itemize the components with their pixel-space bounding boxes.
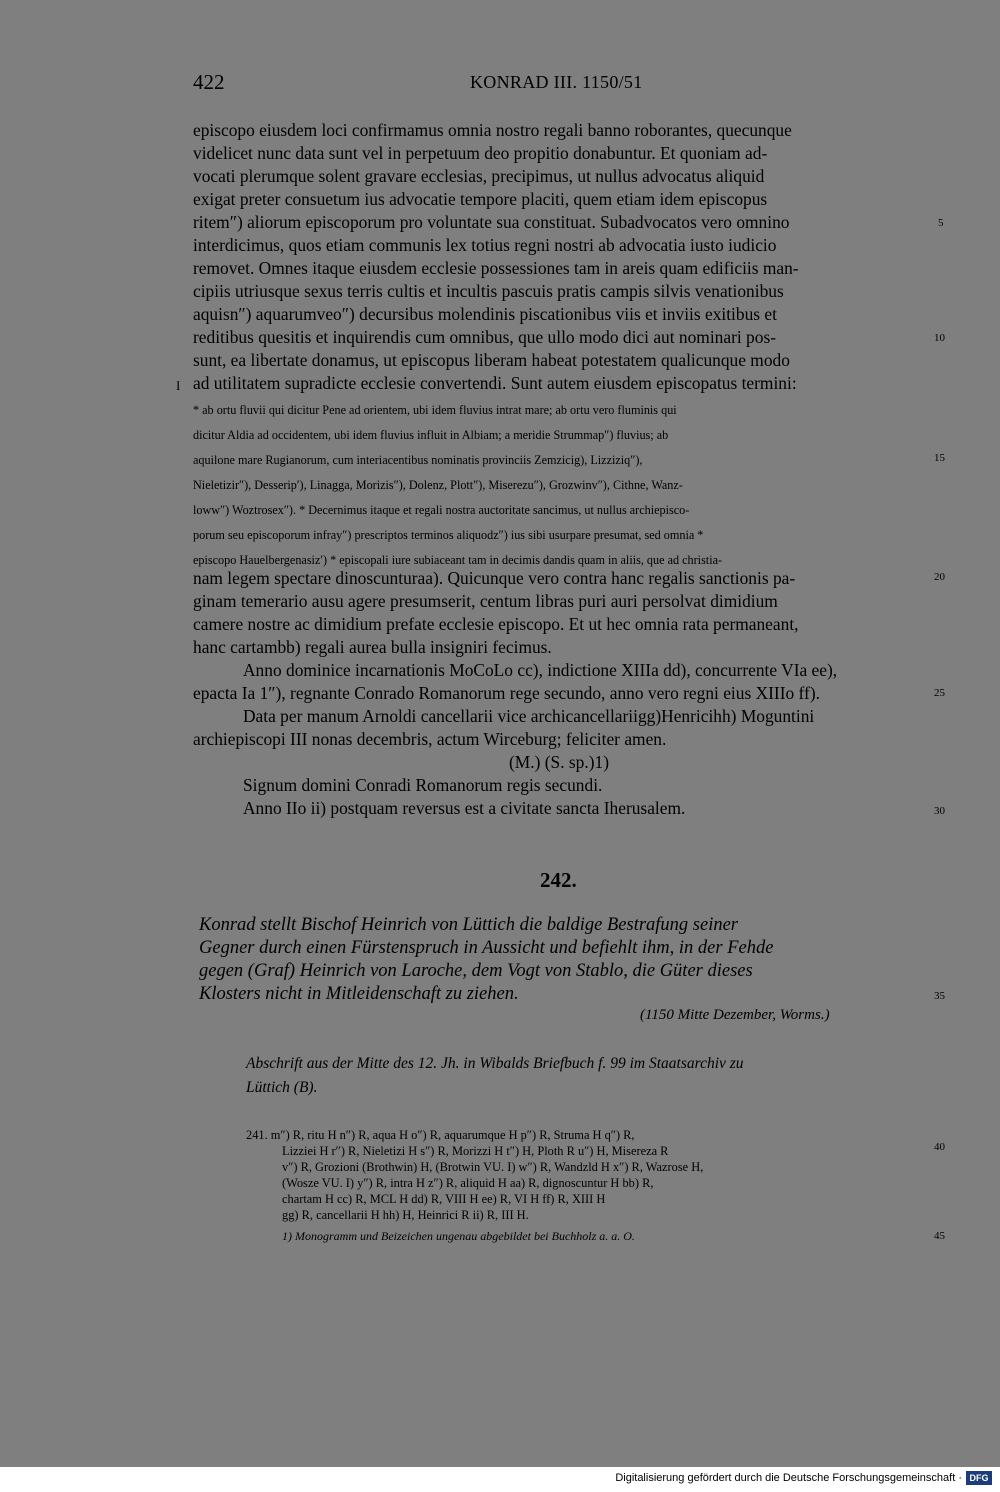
text-line: videlicet nunc data sunt vel in perpetuum deo propitio donabuntur. Et quoniam ad- (193, 143, 768, 163)
text-line: Anno dominice incarnationis MoCoLo cc), indictione XIIIa dd), concurrente VIa ee), (243, 660, 838, 680)
line-number: 40 (934, 1141, 945, 1153)
line-number: 35 (934, 990, 945, 1002)
running-title: KONRAD III. 1150/51 (470, 72, 643, 92)
text-line: dicitur Aldia ad occidentem, ubi idem fluvius influit in Albiam; a meridie Strummap″) fluvius; ab (193, 428, 669, 442)
note-line: (Wosze VU. I) y″) R, intra H z″) R, aliquid H aa) R, dignoscuntur H bb) R, (282, 1176, 654, 1190)
dfg-logo-icon: DFG (966, 1471, 992, 1485)
text-line: archiepiscopi III nonas decembris, actum Wirceburg; feliciter amen. (193, 729, 667, 749)
margin-mark: I (176, 378, 181, 393)
regest-line: Konrad stellt Bischof Heinrich von Lüttich die baldige Bestrafung seiner (199, 915, 739, 935)
text-line: epacta Ia 1″), regnante Conrado Romanorum rege secundo, anno vero regni eius XIIIo ff). (193, 683, 820, 703)
text-line: removet. Omnes itaque eiusdem ecclesie possessiones tam in areis quam edificiis man- (193, 258, 799, 278)
text-line: camere nostre ac dimidium prefate ecclesie episcopo. Et ut hec omnia rata permaneant, (193, 614, 799, 634)
text-line: ginam temerario ausu agere presumserit, centum libras puri auri persolvat dimidium (193, 591, 778, 611)
line-number: 20 (934, 571, 945, 583)
regest-line: Klosters nicht in Mitleidenschaft zu ziehen. (199, 984, 519, 1004)
text-line: ad utilitatem supradicte ecclesie convertendi. Sunt autem eiusdem episcopatus termini: (193, 373, 797, 393)
note-line: v″) R, Grozioni (Brothwin) H, (Brotwin VU. I) w″) R, Wandzld H x″) R, Wazrose H, (282, 1160, 704, 1174)
text-line: sunt, ea libertate donamus, ut episcopus liberam habeat potestatem qualicunque modo (193, 350, 790, 370)
line-number: 45 (934, 1230, 945, 1242)
text-line: porum seu episcoporum infray″) prescriptos terminos aliquodz″) ius sibi usurpare presumat, sed omnia * (193, 528, 704, 542)
text-line: Nieletizir″), Desserip′), Linagga, Morizis″), Dolenz, Plott″), Miserezu″), Grozwinv″), Cithne, Wanz- (193, 478, 683, 492)
text-line: cipiis utriusque sexus terris cultis et incultis pascuis pratis campis silvis venationibus (193, 281, 784, 301)
source-line: Abschrift aus der Mitte des 12. Jh. in Wibalds Briefbuch f. 99 im Staatsarchiv zu (246, 1055, 744, 1072)
line-number: 10 (934, 332, 945, 344)
text-line: nam legem spectare dinoscunturaa). Quicunque vero contra hanc regalis sanctionis pa- (193, 568, 796, 588)
text-line: ritem″) aliorum episcoporum pro voluntate sua constituat. Subadvocatos vero omnino (193, 212, 790, 232)
note-line: chartam H cc) R, MCL H dd) R, VIII H ee) R, VI H ff) R, XIII H (282, 1192, 606, 1206)
line-number: 15 (934, 452, 945, 464)
footnote: 1) Monogramm und Beizeichen ungenau abgebildet bei Buchholz a. a. O. (282, 1229, 635, 1243)
document-number: 242. (540, 868, 577, 892)
page-number: 422 (193, 70, 225, 94)
text-line: aquilone mare Rugianorum, cum interiacentibus nominatis provinciis Zemzicig), Lizziziq″), (193, 453, 643, 467)
note-line: gg) R, cancellarii H hh) H, Heinrici R ii) R, III H. (282, 1208, 529, 1222)
text-line: episcopo Hauelbergenasiz′) * episcopali iure subiaceant tam in decimis dandis quam in aliis, que ad christia- (193, 553, 723, 567)
line-number: 30 (934, 805, 945, 817)
funding-text: Digitalisierung gefördert durch die Deutsche Forschungsgemeinschaft · (615, 1472, 962, 1484)
text-line: Data per manum Arnoldi cancellarii vice archicancellariigg)Henricihh) Moguntini (243, 706, 815, 726)
text-line: * ab ortu fluvii qui dicitur Pene ad orientem, ubi idem fluvius intrat mare; ab ortu vero fluminis qui (193, 403, 677, 417)
text-line: Anno IIo ii) postquam reversus est a civitate sancta Iherusalem. (243, 798, 686, 818)
text-line: exigat preter consuetum ius advocatie tempore placiti, quem etiam idem episcopus (193, 189, 768, 209)
text-line: vocati plerumque solent gravare ecclesias, precipimus, ut nullus advocatus aliquid (193, 166, 765, 186)
text-line: reditibus quesitis et inquirendis cum omnibus, que ullo modo dici aut nominari pos- (193, 327, 777, 347)
funding-footer (0, 1467, 1000, 1492)
text-line: Signum domini Conradi Romanorum regis secundi. (243, 775, 603, 795)
note-line: 241. m″) R, ritu H n″) R, aqua H o″) R, aquarumque H p″) R, Struma H q″) R, (246, 1128, 635, 1142)
line-number: 5 (938, 217, 944, 229)
note-line: Lizziei H r″) R, Nieletizi H s″) R, Morizzi H t″) H, Ploth R u″) H, Misereza R (282, 1144, 669, 1158)
text-line: loww″) Woztrosex″). * Decernimus itaque et regali nostra auctoritate sancimus, ut nullus archiepisco- (193, 503, 690, 517)
text-line: episcopo eiusdem loci confirmamus omnia nostro regali banno roborantes, quecunque (193, 120, 792, 140)
text-line: (M.) (S. sp.)1) (509, 752, 609, 772)
text-line: interdicimus, quos etiam communis lex totius regni nostri ab advocatia iusto iudicio (193, 235, 777, 255)
line-number: 25 (934, 687, 945, 699)
source-line: Lüttich (B). (246, 1079, 318, 1096)
regest-date: (1150 Mitte Dezember, Worms.) (640, 1007, 830, 1023)
text-line: hanc cartambb) regali aurea bulla insigniri fecimus. (193, 637, 552, 657)
text-line: aquisn″) aquarumveo″) decursibus molendinis piscationibus viis et inviis exitibus et (193, 304, 777, 324)
regest-line: gegen (Graf) Heinrich von Laroche, dem Vogt von Stablo, die Güter dieses (199, 961, 753, 981)
regest-line: Gegner durch einen Fürstenspruch in Aussicht und befiehlt ihm, in der Fehde (199, 938, 774, 958)
